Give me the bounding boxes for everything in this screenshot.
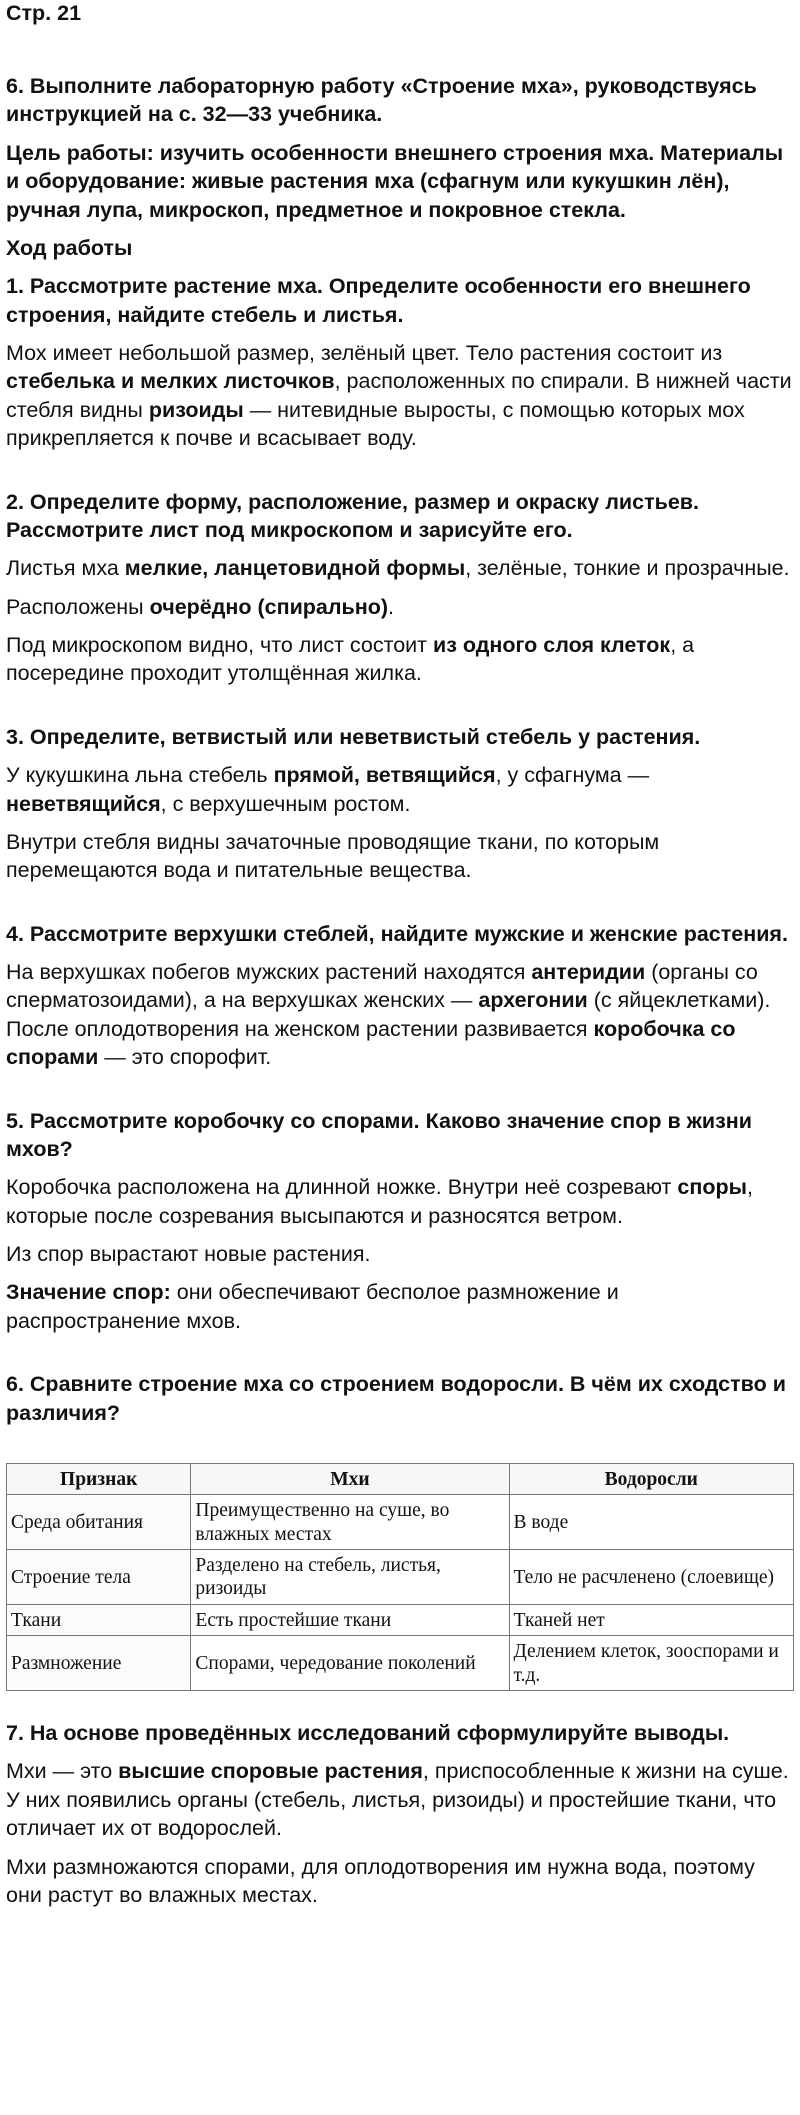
page-number: Стр. 21 xyxy=(6,1,82,25)
text: , которые после созревания высыпаются и разносятся ветром. xyxy=(6,1175,753,1228)
table-cell: Тело не расчленено (слоевище) xyxy=(509,1550,793,1605)
text: . xyxy=(388,594,395,619)
step-5-answer-1 xyxy=(6,1173,794,1230)
text: У кукушкина льна стебель xyxy=(6,763,274,788)
table-row xyxy=(7,1550,794,1605)
step-5-answer-2: Из спор вырастают новые растения. xyxy=(6,1242,371,1266)
text: (с яйцеклетками). После оплодотворения на женском растении развивается xyxy=(6,988,771,1041)
table-cell: Есть простейшие ткани xyxy=(191,1604,509,1635)
table-cell: Строение тела xyxy=(7,1550,191,1605)
text: Под микроскопом видно, что лист состоит xyxy=(6,633,433,657)
text: На верхушках побегов мужских растений находятся xyxy=(6,960,532,984)
bold-text: антеридии xyxy=(531,960,646,984)
table-cell: Делением клеток, зооспорами и т.д. xyxy=(509,1636,793,1691)
step-4-answer xyxy=(6,958,794,1072)
table-cell: Разделено на стебель, листья, ризоиды xyxy=(191,1550,509,1605)
table-header-row xyxy=(7,1463,794,1494)
step-7-answer-1 xyxy=(6,1757,794,1842)
step-6-title: 6. Сравните строение мха со строением водоросли. В чём их сходство и различия? xyxy=(6,1372,786,1425)
text: , приспособленные к жизни на суше. У них появились органы (стебель, листья, ризоиды) и простейшие ткани, что отличает их от водорослей. xyxy=(6,1759,789,1841)
table-header: Мхи xyxy=(191,1463,509,1494)
text: , у сфагнума — xyxy=(495,763,650,788)
table-row xyxy=(7,1604,794,1635)
text: Расположены xyxy=(6,594,150,619)
step-7-answer-2: Мхи размножаются спорами, для оплодотворения им нужна вода, поэтому они растут во влажных местах. xyxy=(6,1854,755,1907)
text: , с верхушечным ростом. xyxy=(160,791,411,816)
bold-text: коробочка со спорами xyxy=(6,1016,736,1070)
text: Мхи — это xyxy=(6,1759,119,1784)
bold-text: высшие споровые растения xyxy=(118,1759,423,1784)
step-5-title: 5. Рассмотрите коробочку со спорами. Каково значение спор в жизни мхов? xyxy=(6,1108,753,1161)
table-cell: Тканей нет xyxy=(509,1604,793,1635)
step-3-answer-1 xyxy=(6,761,794,818)
text: они обеспечивают бесполое размножение и распространение мхов. xyxy=(6,1280,619,1333)
bold-text: споры xyxy=(677,1175,747,1200)
bold-text: ризоиды xyxy=(148,397,244,422)
comparison-table xyxy=(6,1463,794,1691)
step-7-title: 7. На основе проведённых исследований сформулируйте выводы. xyxy=(6,1721,730,1745)
bold-text: неветвящийся xyxy=(6,791,161,816)
step-3-answer-2: Внутри стебля видны зачаточные проводящие ткани, по которым перемещаются вода и питательные вещества. xyxy=(6,829,660,883)
text: Листья мха xyxy=(6,556,125,581)
bold-text: мелкие, ланцетовидной формы xyxy=(124,556,466,581)
bold-text: архегонии xyxy=(478,988,588,1013)
table-cell: В воде xyxy=(509,1495,793,1550)
goal-materials: Цель работы: изучить особенности внешнего строения мха. Материалы и оборудование: живые растения мха (сфагнум или кукушкин лён), ручная лупа, микроскоп, предметное и покровное стекла. xyxy=(6,140,784,222)
step-3-title: 3. Определите, ветвистый или неветвистый стебель у растения. xyxy=(6,724,701,749)
step-2-answer-2 xyxy=(6,593,794,621)
progress-heading: Ход работы xyxy=(6,235,133,260)
bold-text: из одного слоя клеток xyxy=(433,633,671,657)
text: (органы со сперматозоидами), а на верхушках женских — xyxy=(6,960,758,1013)
text: — это спорофит. xyxy=(98,1045,272,1070)
table-cell: Преимущественно на суше, во влажных местах xyxy=(191,1495,509,1550)
bold-text: очерёдно (спирально) xyxy=(149,594,389,619)
step-1-title: 1. Рассмотрите растение мха. Определите особенности его внешнего строения, найдите стебель и листья. xyxy=(6,274,751,327)
table-cell: Среда обитания xyxy=(7,1495,191,1550)
step-2-answer-3 xyxy=(6,631,794,688)
text: Мох имеет небольшой размер, зелёный цвет. Тело растения состоит из xyxy=(6,341,723,365)
text: , зелёные, тонкие и прозрачные. xyxy=(465,556,790,581)
step-4-title: 4. Рассмотрите верхушки стеблей, найдите мужские и женские растения. xyxy=(6,921,788,946)
table-cell: Спорами, чередование поколений xyxy=(191,1636,509,1691)
table-header: Водоросли xyxy=(509,1463,793,1494)
step-1-answer xyxy=(6,339,794,453)
step-5-answer-3 xyxy=(6,1278,794,1335)
text: , расположенных по спирали. В нижней части стебля видны xyxy=(6,369,792,422)
step-2-answer-1 xyxy=(6,554,794,582)
task-title: 6. Выполните лабораторную работу «Строение мха», руководствуясь инструкцией на с. 32—33 учебника. xyxy=(6,74,757,127)
text: Коробочка расположена на длинной ножке. Внутри неё созревают xyxy=(6,1175,678,1200)
text: — нитевидные выросты, с помощью которых мох прикрепляется к почве и всасывает воду. xyxy=(6,397,745,451)
table-row xyxy=(7,1495,794,1550)
text: , а посередине проходит утолщённая жилка. xyxy=(6,633,695,686)
bold-text: стебелька и мелких листочков xyxy=(6,369,335,394)
table-row xyxy=(7,1636,794,1691)
bold-text: Значение спор: xyxy=(6,1280,171,1305)
bold-text: прямой, ветвящийся xyxy=(273,763,496,788)
table-cell: Ткани xyxy=(7,1604,191,1635)
table-header: Признак xyxy=(7,1463,191,1494)
table-cell: Размножение xyxy=(7,1636,191,1691)
step-2-title: 2. Определите форму, расположение, размер и окраску листьев. Рассмотрите лист под микроскопом и зарисуйте его. xyxy=(6,489,699,542)
